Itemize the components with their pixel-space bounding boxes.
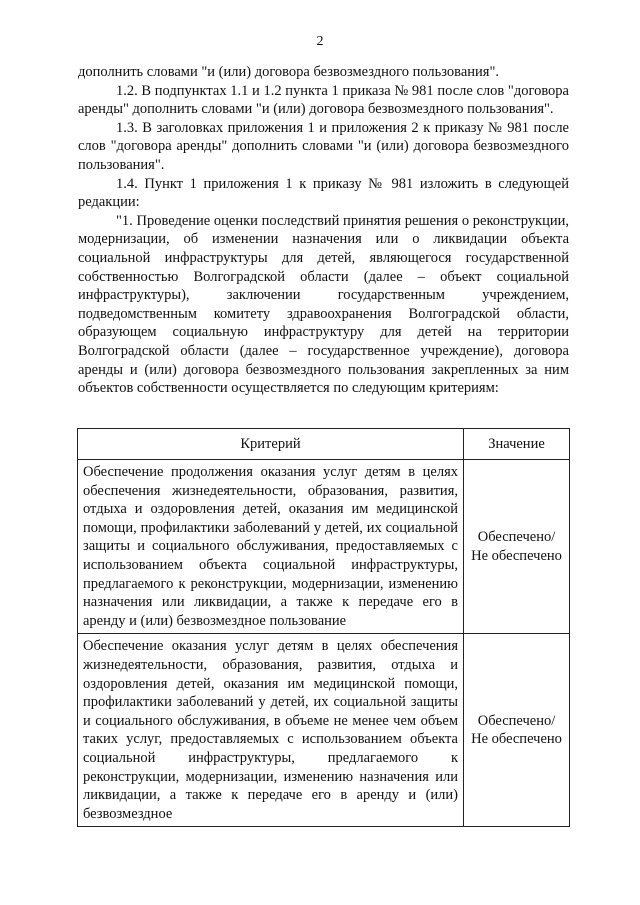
value-cell: Обеспечено/ Не обеспечено bbox=[464, 460, 570, 634]
paragraph-continuation: дополнить словами "и (или) договора безвозмездного пользования". bbox=[78, 64, 499, 80]
criteria-table bbox=[77, 428, 570, 827]
table-row bbox=[78, 460, 570, 634]
document-body bbox=[78, 63, 569, 398]
page-number: 2 bbox=[316, 34, 324, 49]
header-value: Значение bbox=[464, 429, 570, 460]
criterion-cell: Обеспечение оказания услуг детям в целях обеспечения жизнедеятельности, образования, развития, отдыха и оздоровления детей, оказания им медицинской помощи, профилактики заболеваний у детей, их социальной защиты и социального обслуживания, в объеме не менее чем объем таких услуг, предоставляемых с использованием объекта социальной инфраструктуры, предлагаемого к реконструкции, модернизации, изменению назначения или ликвидации, а также к передаче его в аренду и (или) безвозмездное bbox=[78, 634, 464, 827]
table-row bbox=[78, 634, 570, 827]
paragraph-1-2: 1.2. В подпунктах 1.1 и 1.2 пункта 1 приказа № 981 после слов "договора аренды" дополнить словами "и (или) договора безвозмездного пользования". bbox=[78, 82, 569, 118]
criterion-cell: Обеспечение продолжения оказания услуг детям в целях обеспечения жизнедеятельности, образования, развития, отдыха и оздоровления детей, оказания им медицинской помощи, профилактики заболеваний у детей, их социальной защиты и социального обслуживания, предоставляемых с использованием объекта социальной инфраструктуры, предлагаемого к реконструкции, модернизации, изменению назначения или ликвидации, а также к передаче его в аренду и (или) безвозмездное пользование bbox=[78, 460, 464, 634]
header-criterion: Критерий bbox=[78, 429, 464, 460]
paragraph-1-3: 1.3. В заголовках приложения 1 и приложения 2 к приказу № 981 после слов "договора аренды" дополнить словами "и (или) договора безвозмездного пользования". bbox=[78, 119, 569, 173]
value-cell: Обеспечено/ Не обеспечено bbox=[464, 634, 570, 827]
paragraph-item-1: "1. Проведение оценки последствий принятия решения о реконструкции, модернизации, об изменении назначения или о ликвидации объекта социальной инфраструктуры для детей, являющегося государственной собственностью Волгоградской области (далее – объект социальной инфраструктуры), заключении государственным учреждением, подведомственным комитету здравоохранения Волгоградской области, образующем социальную инфраструктуру для детей на территории Волгоградской области (далее – государственное учреждение), договора аренды и (или) договора безвозмездного пользования закрепленных за ним объектов собственности осуществляется по следующим критериям: bbox=[78, 212, 569, 397]
table-header-row bbox=[78, 429, 570, 460]
paragraph-1-4: 1.4. Пункт 1 приложения 1 к приказу № 981 изложить в следующей редакции: bbox=[78, 175, 569, 211]
